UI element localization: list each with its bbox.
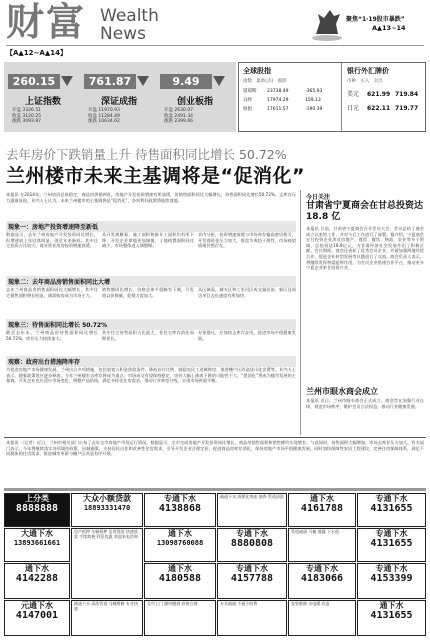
right-headline: 兰州市眼水商会成立 — [306, 387, 378, 396]
ad-cell — [288, 600, 356, 636]
ad-phone: 4147001 — [15, 610, 59, 621]
ad-title: 专通下水 — [375, 529, 408, 538]
row-sell: 719.77 — [395, 105, 419, 112]
ad-phone: 4142288 — [15, 573, 59, 584]
article-text: 其中住宅待售面积占比最大，非住宅库存消化周期更长。 — [102, 330, 194, 341]
table-row — [347, 105, 425, 112]
ad-cell — [4, 493, 70, 527]
index-detail: 开盘 3326.51 收盘 3120.25 涨跌 3093.87 — [12, 108, 42, 124]
row-value: 17974.29 — [267, 98, 289, 103]
headline-kicker: 去年房价下跌销量上升 待售面积同比增长 50.72% — [6, 147, 287, 162]
masthead-en-title-1: Wealth — [100, 6, 159, 26]
subhead: 现象二：去年商品房销售面积同比大增 — [6, 276, 296, 287]
right-article-text: 本报讯 日前，甘肃省宁夏商会召开会员大会。会议总结了商会成立以来的工作，并对今后工作进行了部署。据介绍，宁夏商会在甘投资企业涉及房地产、商贸、餐饮、物流、农业等多个领域，总投资达18.8亿元，为甘肃经济社会发展作出了积极贡献。会议期间，商会还表彰了优秀会员企业，并就加强两地经贸合作、促进企业转型发展等议题进行了交流。商会负责人表示，将继续发挥桥梁纽带作用，为会员企业搭建合作平台，推动更多宁夏企业来甘投资兴业。 — [306, 226, 424, 271]
promo-page: A▲13~14 — [372, 24, 406, 32]
ad-title: 专通下水 — [236, 529, 268, 538]
ad-title: 通下水 — [168, 564, 192, 573]
ad-fine-print: 疏通下水 清洗管道 马桶维修 专业快速 — [74, 601, 138, 611]
index-value: 260.15 — [8, 74, 60, 89]
table-row — [243, 98, 339, 104]
global-index-header: 指数 最新(点) 涨跌 — [243, 79, 287, 84]
ad-cell — [71, 600, 143, 636]
ad-cell — [144, 563, 216, 599]
headline-main: 兰州楼市未来主基调将是“促消化” — [6, 165, 305, 187]
ad-phone: 4153399 — [370, 573, 413, 584]
ad-title: 专通下水 — [306, 564, 338, 573]
ad-title: 元通下水 — [21, 601, 53, 610]
ad-phone: 4131655 — [370, 610, 413, 621]
ad-cell — [71, 528, 143, 599]
ad-cell — [144, 493, 216, 527]
ad-title: 上分类 — [25, 494, 49, 503]
ad-title: 通下水 — [310, 494, 334, 503]
row-sell: 719.84 — [395, 91, 419, 98]
row-buy: 621.99 — [367, 91, 391, 98]
continued-article: 本报讯 （记者）近日，兰州市相关部门公布了去年全市房地产市场运行情况。数据显示，全市完成房地产开发投资同比增长，商品房销售面积和销售额均实现增长。与此同时，待售面积大幅增加，市场去库存压力加大。有关部门表示，今年将继续落实各项调控政策，因城施策，支持居民自住和改善性住房需求，引导开发企业合理定价，促进商品房库存消化，保持房地产市场平稳健康发展。同时加快保障性安居工程建设，完善住房保障体系，满足不同群体的住房需求，推进城市更新与棚户区改造有序开展。 — [6, 440, 424, 457]
down-arrow-icon — [61, 76, 73, 86]
ad-fine-print: 专业疏通 不通不收费 — [220, 601, 258, 606]
row-name: 恒指 — [243, 107, 252, 112]
row-name: 日元 — [347, 105, 360, 112]
promo-line: 聚焦“1·19股市暴跌” — [346, 16, 405, 23]
right-col-divider — [300, 190, 301, 435]
article-text: 业内分析，投资增速放缓与市场库存偏高密切相关，开发商资金压力加大，推盘节奏趋于理性，市场观望情绪仍然存在。 — [198, 232, 296, 249]
ad-cell — [288, 528, 356, 562]
global-index-title: 全球股指 — [243, 67, 271, 75]
table-row — [243, 107, 339, 113]
right-article-text: 本报讯 近日，兰州市眼水商会正式成立。商会旨在加强行业自律，规范市场秩序，维护会员合法权益，推动行业健康发展。 — [306, 398, 424, 409]
row-name: 道琼斯 — [243, 89, 257, 94]
index-label: 创业板指 — [176, 97, 213, 107]
article-text: 为促进房地产市场健康发展，兰州出台多项措施，包括放宽公积金贷款条件、降低首付比例、鼓励农民工进城购房、推进棚户区改造货币化安置等。业内人士表示，随着政策效应逐步释放，今年兰州楼市去库存将成为重点，市场成交有望保持稳定，房价大幅上涨或下跌的可能性不大，“促消化”将成为楼市发展的主基调。开发企业也应适应市场变化，调整产品结构，满足多样化住房需求，推动行业转型升级，实现市场供需平衡。 — [6, 367, 296, 384]
ad-phone: 8880808 — [230, 538, 274, 549]
right-col-label: 今日关注 — [306, 194, 331, 201]
ad-fine-print: 全市上门 随叫随到 价格合理 — [147, 601, 198, 606]
row-change: -365.93 — [305, 89, 323, 94]
ad-cell — [71, 493, 143, 527]
article-text: 销售额同比增长，价格总体平稳略有下调，开发商以价换量，促销力度加大。 — [102, 287, 194, 298]
fx-title: 银行外汇牌价 — [347, 67, 389, 75]
table-divider — [341, 63, 342, 131]
index-label: 上证指数 — [24, 97, 61, 107]
ad-cell — [144, 528, 216, 562]
index-detail: 开盘 2630.07 收盘 2491.34 涨跌 2399.66 — [164, 108, 194, 124]
ad-title: 通下水 — [168, 529, 192, 538]
ad-title: 大众小额贷款 — [83, 494, 131, 503]
masthead-rule — [6, 45, 424, 46]
ad-fine-print: 疏通下水 清理化粪池 抽粪 管道清洗 — [220, 494, 284, 499]
ad-cell — [217, 600, 287, 636]
ad-title: 专通下水 — [236, 564, 268, 573]
ad-cell — [4, 600, 70, 636]
section-label: 【A▲12~A▲14】 — [6, 49, 67, 57]
index-value: 761.87 — [84, 74, 136, 89]
ad-cell — [357, 600, 426, 636]
row-change: -190.39 — [305, 107, 323, 112]
article-text: 从区域看，城关区和七里河区成交量居前，新区及周边项目去化速度有所加快。 — [198, 287, 296, 298]
masthead-cn-title: 财富 — [6, 0, 87, 44]
ad-title: 专通下水 — [375, 564, 408, 573]
ad-title: 通下水 — [379, 601, 404, 610]
market-tables — [238, 62, 426, 132]
subhead: 现象三：待售面积同比增长 50.72% — [6, 319, 296, 330]
article-text: 数据显示，去年兰州房地产开发投资同比增长，但增速较上年回落明显，创近年来新低。其中住宅投资占比较大，商业营业用房投资增速放缓。 — [6, 232, 98, 249]
ad-phone: 4161788 — [300, 503, 344, 514]
bull-logo — [310, 4, 344, 42]
down-arrow-icon — [213, 76, 225, 86]
ad-phone: 13893661661 — [13, 539, 61, 547]
ad-fine-print: 安装维修 水电暖 改造 — [291, 601, 330, 606]
ad-phone: 18893331470 — [83, 504, 131, 512]
ad-cell — [288, 563, 356, 599]
article-text: 从开发规模看，施工面积和新开工面积均有所下降，开发企业拿地更加谨慎，土地购置面积同比减少，市场整体进入调整期。 — [102, 232, 194, 249]
ad-cell — [357, 528, 426, 562]
ad-fine-print: 房产抵押 车辆抵押 信用贷款 快速放款 手续简便 利息优惠 欢迎来电咨询 — [74, 529, 138, 539]
article-text: 专家建议，应加快去库存步伐，促进市场平稳健康发展。 — [198, 330, 296, 341]
ad-phone: 8888888 — [15, 503, 59, 514]
ad-cell — [4, 563, 70, 599]
ad-phone: 13098760088 — [156, 539, 204, 547]
right-headline: 甘肃省宁夏商会在甘总投资达 18.8 亿 — [306, 201, 424, 222]
ad-phone: 4138868 — [158, 503, 202, 514]
ad-cell — [4, 528, 70, 562]
index-card — [160, 66, 232, 128]
ad-cell — [288, 493, 356, 527]
ad-phone: 4157788 — [230, 573, 274, 584]
row-buy: 622.11 — [367, 105, 391, 112]
row-name: 日经 — [243, 98, 252, 103]
article-text: 去年兰州商品房销售面积同比大幅增长，其中住宅销售面积增长明显，刚需购房成为市场主力。 — [6, 287, 98, 298]
ad-fine-print: 管道疏通 马桶 地漏 下水道 — [291, 529, 339, 534]
index-card — [84, 66, 156, 128]
row-name: 美元 — [347, 91, 360, 98]
ads-header-bar — [4, 488, 426, 491]
ad-phone: 4180588 — [158, 573, 202, 584]
index-value: 9.49 — [160, 74, 212, 89]
ad-title: 大通下水 — [21, 529, 53, 538]
fx-header: 币种 买入 卖出 — [347, 79, 383, 84]
row-change: 159.13 — [305, 98, 321, 103]
table-row — [347, 91, 425, 98]
index-detail: 开盘 11970.93 收盘 11284.49 涨跌 10634.62 — [88, 108, 120, 124]
ad-cell — [217, 493, 287, 527]
article-lead: 本报讯 在2014年，兰州房价总体稳定，商品房供销两旺，房地产开发投资增速有所放缓，但销售面积同比大幅增长，待售面积同比增长50.72%，去库存压力逐渐显现。业内人士认为，未来兰州楼市的主基调将是“促消化”，各项利好政策将陆续落地。 — [6, 192, 296, 203]
index-label: 深证成指 — [100, 97, 137, 107]
ad-title: 通下水 — [25, 564, 49, 573]
subhead: 观察：政府出台措施降库存 — [6, 356, 296, 367]
ad-title: 专通下水 — [164, 494, 196, 503]
ad-title: 专通下水 — [375, 494, 408, 503]
subhead: 现象一：房地产投资增速降至新低 — [6, 221, 296, 232]
ad-cell — [357, 493, 426, 527]
table-row — [243, 89, 339, 95]
index-card — [8, 66, 80, 128]
ad-phone: 4131655 — [370, 503, 413, 514]
row-value: 23738.49 — [267, 89, 289, 94]
classified-ads — [4, 493, 426, 636]
ad-cell — [217, 528, 287, 562]
masthead — [0, 0, 430, 62]
row-value: 17611.57 — [267, 107, 289, 112]
article-text: 截至去年末，兰州商品房待售面积同比增长50.72%，库存压力持续加大。 — [6, 330, 98, 341]
ad-cell — [357, 563, 426, 599]
ad-cell — [144, 600, 216, 636]
down-arrow-icon — [137, 76, 149, 86]
section-divider — [4, 437, 426, 438]
ad-cell — [217, 563, 287, 599]
ad-phone: 4183066 — [300, 573, 344, 584]
ad-phone: 4131655 — [370, 538, 413, 549]
masthead-en-title-2: News — [100, 24, 146, 44]
